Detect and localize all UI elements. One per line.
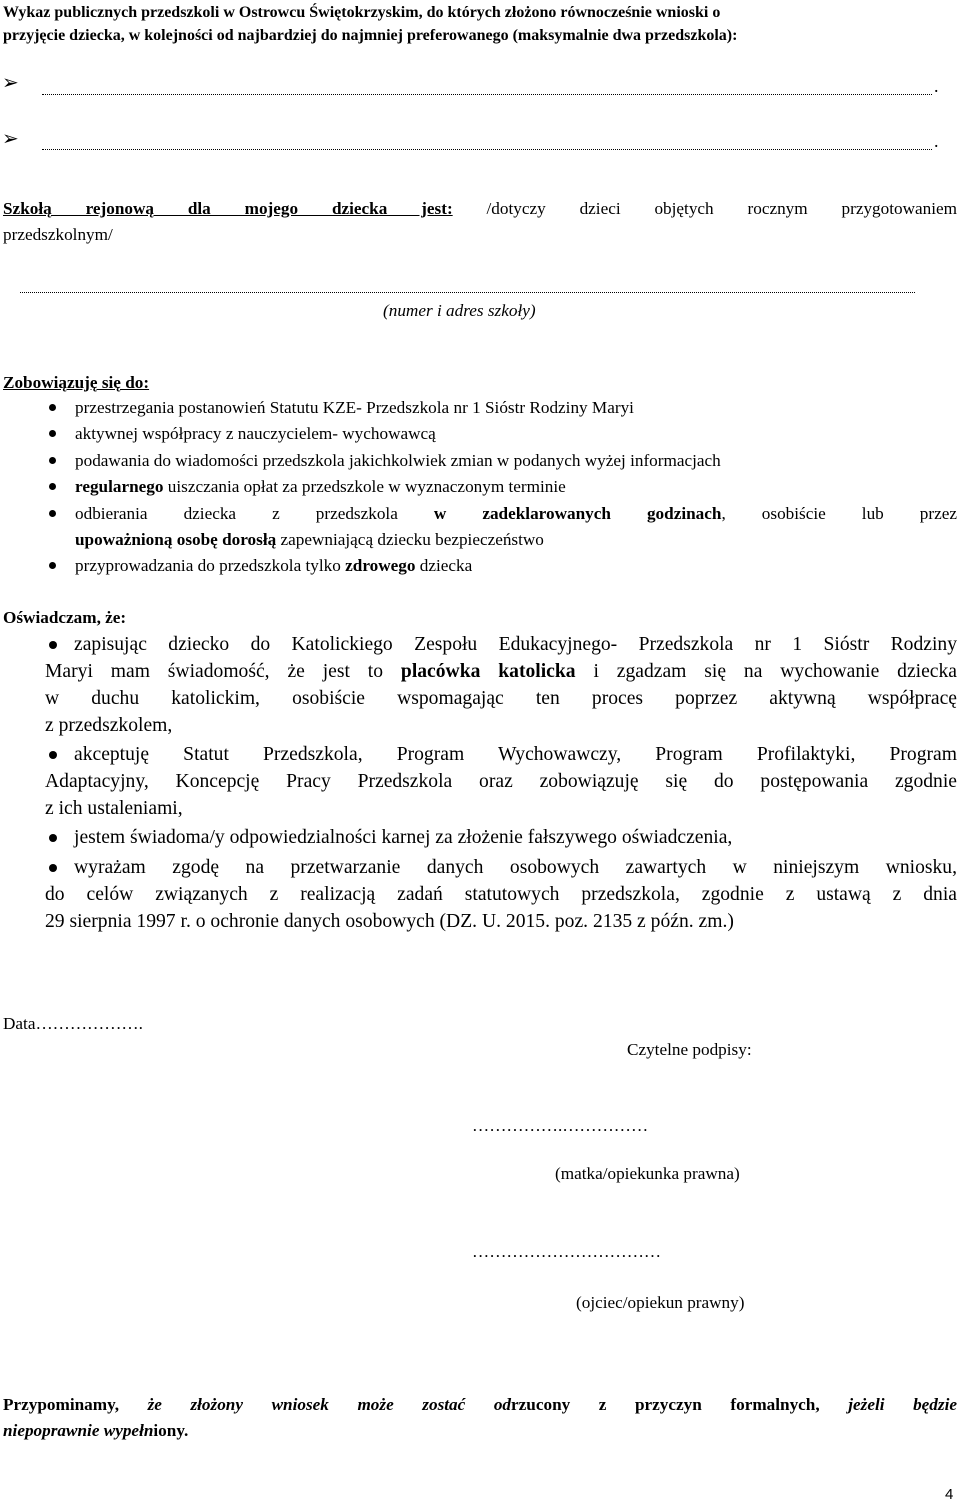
date-label: Data [3,1014,36,1033]
emphasis: zdrowego [345,556,416,575]
end-mark: . [934,131,939,151]
signatures-heading: Czytelne podpisy: [627,1040,752,1059]
father-signature-caption: (ojciec/opiekun prawny) [576,1293,745,1312]
preference-input-1[interactable] [42,94,932,95]
emphasis: placówka katolicka [400,661,576,682]
emphasis: w zadeklarowanych godzinach [433,504,722,523]
obligation-item: aktywnej współpracy z nauczycielem- wychowawcą [75,424,436,443]
obligation-text: zapewniającą dziecku bezpieczeństwo [276,530,544,549]
date-dots: ………………. [35,1014,143,1033]
school-label: Szkołą rejonową dla mojego dziecka jest: [3,199,453,218]
declaration-line: do celów związanych z realizacją zadań statutowych przedszkola, zgodnie z ustawą z dnia [45,884,957,905]
emphasis: upoważnioną osobę dorosłą [75,530,277,549]
declaration-line [45,658,957,685]
bullet-icon [49,404,56,411]
declarations-heading: Oświadczam, że: [3,608,127,627]
declaration-line: Adaptacyjny, Koncepcję Pracy Przedszkola oraz zobowiązuję się do postępowania zgodnie [45,771,957,792]
obligation-item: przestrzegania postanowień Statutu KZE- Przedszkola nr 1 Sióstr Rodziny Maryi [75,398,634,417]
mother-signature-caption: (matka/opiekunka prawna) [555,1164,740,1183]
reminder-text: iony. [153,1421,189,1440]
reminder-emphasis: niepoprawnie wypełn [3,1421,154,1440]
bullet-icon [49,457,56,464]
school-section [3,196,957,248]
bullet-icon [49,562,56,569]
mother-signature-field[interactable]: …………….…………… [472,1116,649,1135]
declaration-line: wyrażam zgodę na przetwarzanie danych osobowych zawartych w niniejszym wniosku, [74,857,957,878]
declaration-3: jestem świadoma/y odpowiedzialności karnej za złożenie fałszywego oświadczenia, [74,827,733,848]
obligation-line [75,501,957,527]
school-input[interactable] [20,292,915,293]
reminder-emphasis: jeżeli będzie [848,1395,957,1414]
declaration-line: akceptuję Statut Przedszkola, Program Wychowawczy, Program Profilaktyki, Program [74,744,957,765]
obligations-heading: Zobowiązuję się do: [3,373,150,392]
date-field[interactable] [3,1014,143,1034]
declaration-line: zapisując dziecko do Katolickiego Zespołu Edukacyjnego- Przedszkola nr 1 Sióstr Rodziny [74,634,957,655]
obligation-text: dziecka [415,556,473,575]
header-line-2: przyjęcie dziecka, w kolejności od najbardziej do najmniej preferowanego (maksymalnie dwa przedszkola): [3,27,738,44]
page-number: 4 [945,1486,954,1503]
obligation-text: , osobiście lub przez [721,504,957,523]
reminder-line [3,1418,957,1444]
declaration-line: 29 sierpnia 1997 r. o ochronie danych osobowych (DZ. U. 2015. poz. 2135 z późn. zm.) [45,911,734,932]
bullet-icon [49,483,56,490]
reminder-line [3,1392,957,1418]
declaration-text: i zgadzam się na wychowanie dziecka [575,661,957,682]
reminder-text: rzucony z przyczyn formalnych, [511,1395,849,1414]
school-note-end: przedszkolnym/ [3,225,113,244]
bullet-icon [49,430,56,437]
reminder-text: Przypominamy, [3,1395,148,1414]
declaration-line: z ich ustaleniami, [45,798,183,819]
reminder-emphasis: że złożony wniosek może zostać od [147,1395,512,1414]
emphasis: regularnego [75,477,164,496]
father-signature-field[interactable]: …………………………… [472,1242,662,1261]
school-caption: (numer i adres szkoły) [383,301,536,320]
preference-input-2[interactable] [42,149,932,150]
obligation-item: podawania do wiadomości przedszkola jakichkolwiek zmian w podanych wyżej informacjach [75,451,721,470]
bullet-icon [49,510,56,517]
declaration-text: Maryi mam świadomość, że jest to [45,661,401,682]
declaration-line: w duchu katolickim, osobiście wspomagając ten proces poprzez aktywną współpracę [45,688,957,709]
obligation-text: uiszczania opłat za przedszkole w wyznaczonym terminie [163,477,566,496]
school-line-1 [3,196,957,222]
obligation-item [75,474,566,500]
obligation-item [75,553,472,579]
bullet-icon [49,834,57,842]
header [3,1,960,47]
arrow-bullet-icon: ➢ [2,126,19,150]
school-note: /dotyczy dzieci objętych rocznym przygotowaniem [486,199,957,218]
declaration-2 [45,741,957,822]
obligation-item [75,501,957,553]
obligation-text: odbierania dziecka z przedszkola [75,504,434,523]
declaration-1 [45,631,957,739]
end-mark: . [934,76,939,96]
obligation-line [75,527,957,553]
declaration-line: z przedszkolem, [45,715,173,736]
obligation-text: przyprowadzania do przedszkola tylko [75,556,346,575]
arrow-bullet-icon: ➢ [2,70,19,94]
reminder [3,1392,957,1444]
declaration-4 [45,854,957,935]
header-line-1: Wykaz publicznych przedszkoli w Ostrowcu Świętokrzyskim, do których złożono równocześnie wnioski o [3,4,721,21]
